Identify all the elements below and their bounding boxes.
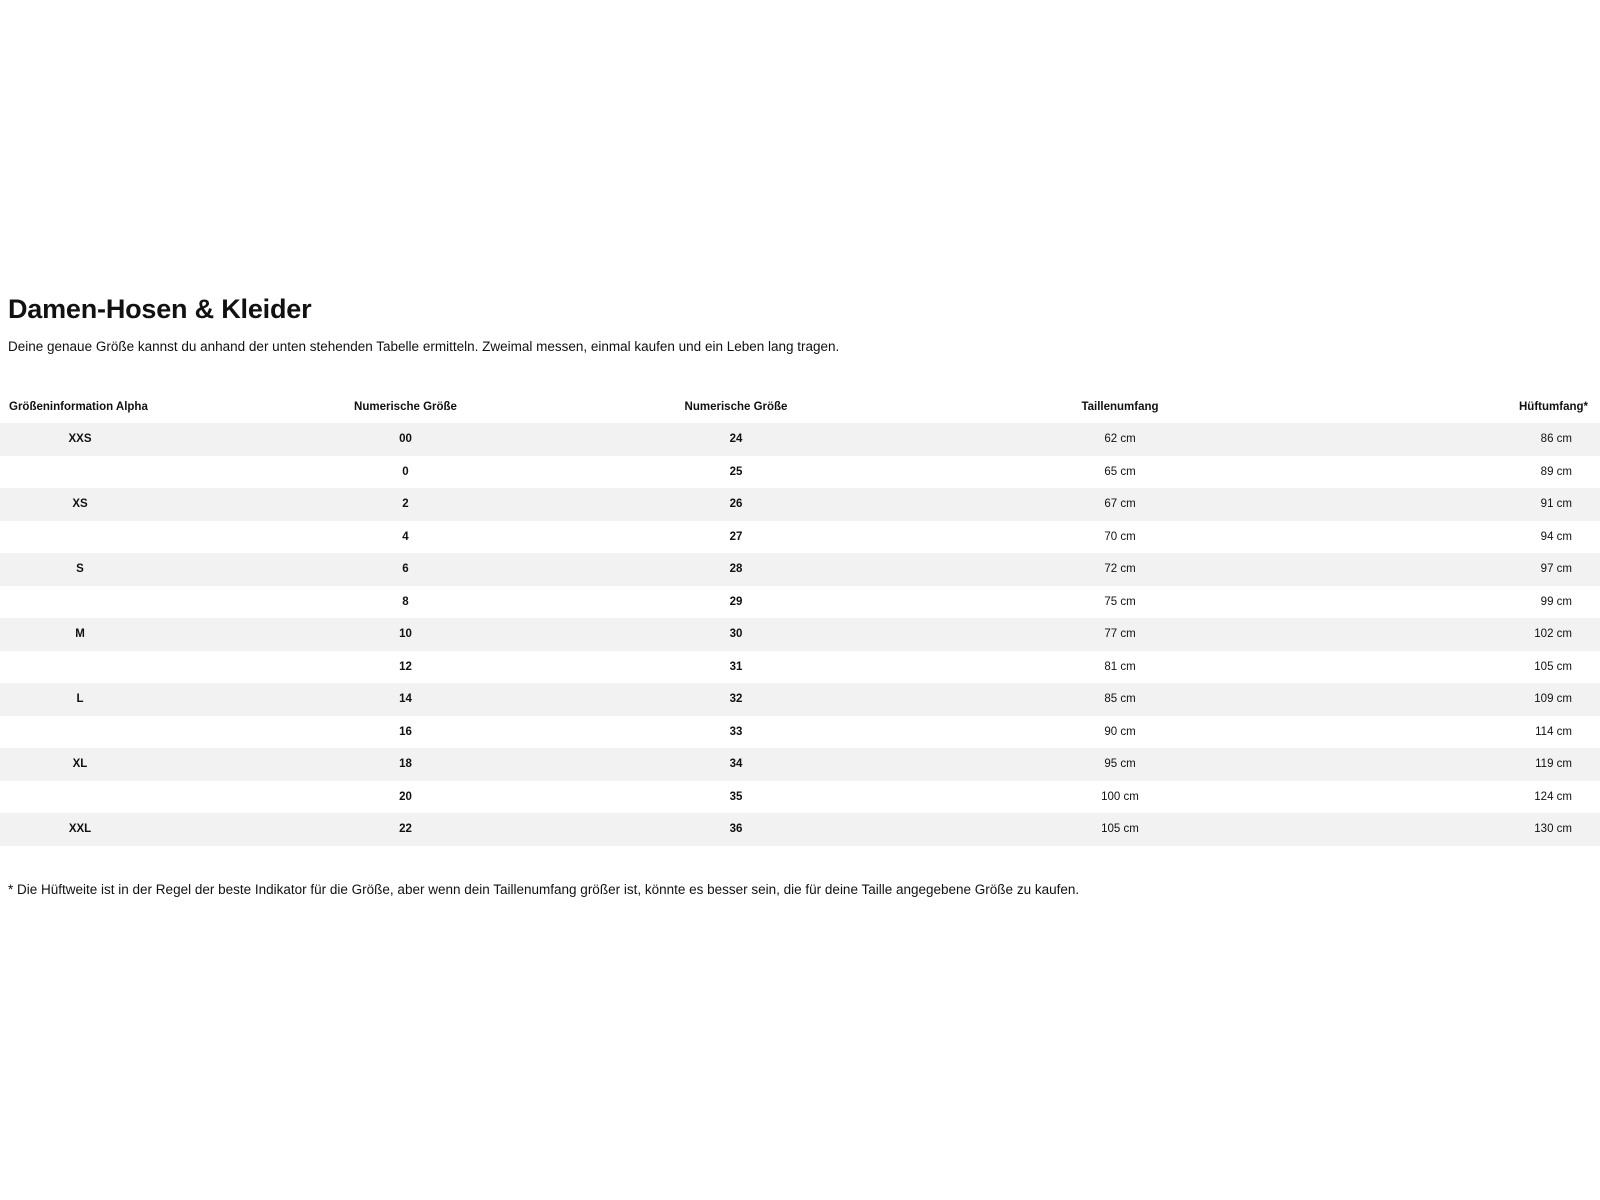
cell-numeric-size-alt: 30	[651, 618, 821, 651]
intro-text: Deine genaue Größe kannst du anhand der unten stehenden Tabelle ermitteln. Zweimal messen, einmal kaufen und ein Leben lang tragen.	[8, 339, 840, 354]
cell-alpha-size: S	[0, 553, 160, 586]
table-row	[0, 618, 1600, 651]
table-row	[0, 521, 1600, 554]
cell-waist: 62 cm	[821, 423, 1419, 456]
table-row	[0, 553, 1600, 586]
cell-alpha-size	[0, 586, 160, 619]
cell-numeric-size-alt: 34	[651, 748, 821, 781]
cell-numeric-size: 18	[160, 748, 651, 781]
cell-alpha-size	[0, 456, 160, 489]
cell-numeric-size-alt: 26	[651, 488, 821, 521]
cell-numeric-size-alt: 35	[729, 790, 743, 803]
cell-waist: 85 cm	[821, 683, 1419, 716]
cell-numeric-size-alt: 29	[729, 595, 743, 608]
cell-hip: 99 cm	[1540, 595, 1572, 608]
cell-alpha-size	[0, 781, 160, 814]
cell-numeric-size-alt: 36	[651, 813, 821, 846]
cell-hip: 119 cm	[1419, 748, 1600, 781]
cell-waist: 70 cm	[1104, 530, 1136, 543]
cell-waist: 75 cm	[1104, 595, 1136, 608]
header-numeric-size: Numerische Größe	[354, 400, 457, 413]
table-body	[0, 423, 1600, 846]
cell-numeric-size: 2	[160, 488, 651, 521]
cell-numeric-size-alt: 24	[651, 423, 821, 456]
cell-waist: 90 cm	[1104, 725, 1136, 738]
cell-numeric-size: 4	[402, 530, 409, 543]
table-row	[0, 813, 1600, 846]
size-chart-section	[0, 292, 1600, 897]
table-row	[0, 586, 1600, 619]
table-row	[0, 456, 1600, 489]
cell-hip: 86 cm	[1419, 423, 1600, 456]
cell-hip: 89 cm	[1540, 465, 1572, 478]
cell-waist: 67 cm	[821, 488, 1419, 521]
footnote: * Die Hüftweite ist in der Regel der beste Indikator für die Größe, aber wenn dein Taillenumfang größer ist, könnte es besser sein, die für deine Taille angegebene Größe zu kaufen.	[8, 881, 1080, 897]
cell-numeric-size-alt: 25	[729, 465, 743, 478]
cell-numeric-size-alt: 33	[729, 725, 743, 738]
cell-hip: 91 cm	[1419, 488, 1600, 521]
header-alpha-size: Größeninformation Alpha	[9, 400, 148, 413]
cell-alpha-size: XXL	[0, 813, 160, 846]
cell-hip: 102 cm	[1419, 618, 1600, 651]
cell-hip: 130 cm	[1419, 813, 1600, 846]
cell-waist: 65 cm	[1104, 465, 1136, 478]
header-hip: Hüftumfang*	[1519, 400, 1588, 413]
cell-alpha-size	[0, 521, 160, 554]
cell-hip: 94 cm	[1540, 530, 1572, 543]
cell-waist: 81 cm	[1104, 660, 1136, 673]
cell-numeric-size: 8	[402, 595, 409, 608]
cell-hip: 114 cm	[1535, 725, 1572, 738]
cell-numeric-size: 16	[399, 725, 412, 738]
cell-numeric-size: 14	[160, 683, 651, 716]
cell-hip: 109 cm	[1419, 683, 1600, 716]
page-title: Damen-Hosen & Kleider	[8, 294, 312, 324]
table-row	[0, 748, 1600, 781]
cell-hip: 105 cm	[1534, 660, 1572, 673]
cell-numeric-size: 6	[160, 553, 651, 586]
cell-numeric-size: 20	[399, 790, 412, 803]
size-table	[0, 390, 1600, 846]
table-row	[0, 781, 1600, 814]
header-waist: Taillenumfang	[1081, 400, 1159, 413]
cell-numeric-size-alt: 31	[729, 660, 743, 673]
table-header-row	[0, 390, 1600, 423]
cell-waist: 77 cm	[821, 618, 1419, 651]
cell-numeric-size: 10	[160, 618, 651, 651]
cell-waist: 105 cm	[821, 813, 1419, 846]
table-row	[0, 716, 1600, 749]
cell-alpha-size: L	[0, 683, 160, 716]
cell-alpha-size: XL	[0, 748, 160, 781]
table-row	[0, 488, 1600, 521]
cell-alpha-size: XS	[0, 488, 160, 521]
cell-numeric-size: 0	[402, 465, 409, 478]
cell-alpha-size	[0, 651, 160, 684]
cell-alpha-size: M	[0, 618, 160, 651]
cell-numeric-size-alt: 32	[651, 683, 821, 716]
cell-numeric-size: 12	[399, 660, 412, 673]
cell-hip: 124 cm	[1534, 790, 1572, 803]
cell-waist: 95 cm	[821, 748, 1419, 781]
cell-alpha-size	[0, 716, 160, 749]
header-numeric-size-alt: Numerische Größe	[684, 400, 788, 413]
cell-hip: 97 cm	[1419, 553, 1600, 586]
table-header	[0, 390, 1600, 423]
cell-numeric-size: 22	[160, 813, 651, 846]
cell-waist: 100 cm	[1101, 790, 1139, 803]
table-row	[0, 423, 1600, 456]
table-row	[0, 683, 1600, 716]
cell-numeric-size: 00	[160, 423, 651, 456]
cell-numeric-size-alt: 28	[651, 553, 821, 586]
cell-numeric-size-alt: 27	[729, 530, 743, 543]
cell-waist: 72 cm	[821, 553, 1419, 586]
table-row	[0, 651, 1600, 684]
cell-alpha-size: XXS	[0, 423, 160, 456]
